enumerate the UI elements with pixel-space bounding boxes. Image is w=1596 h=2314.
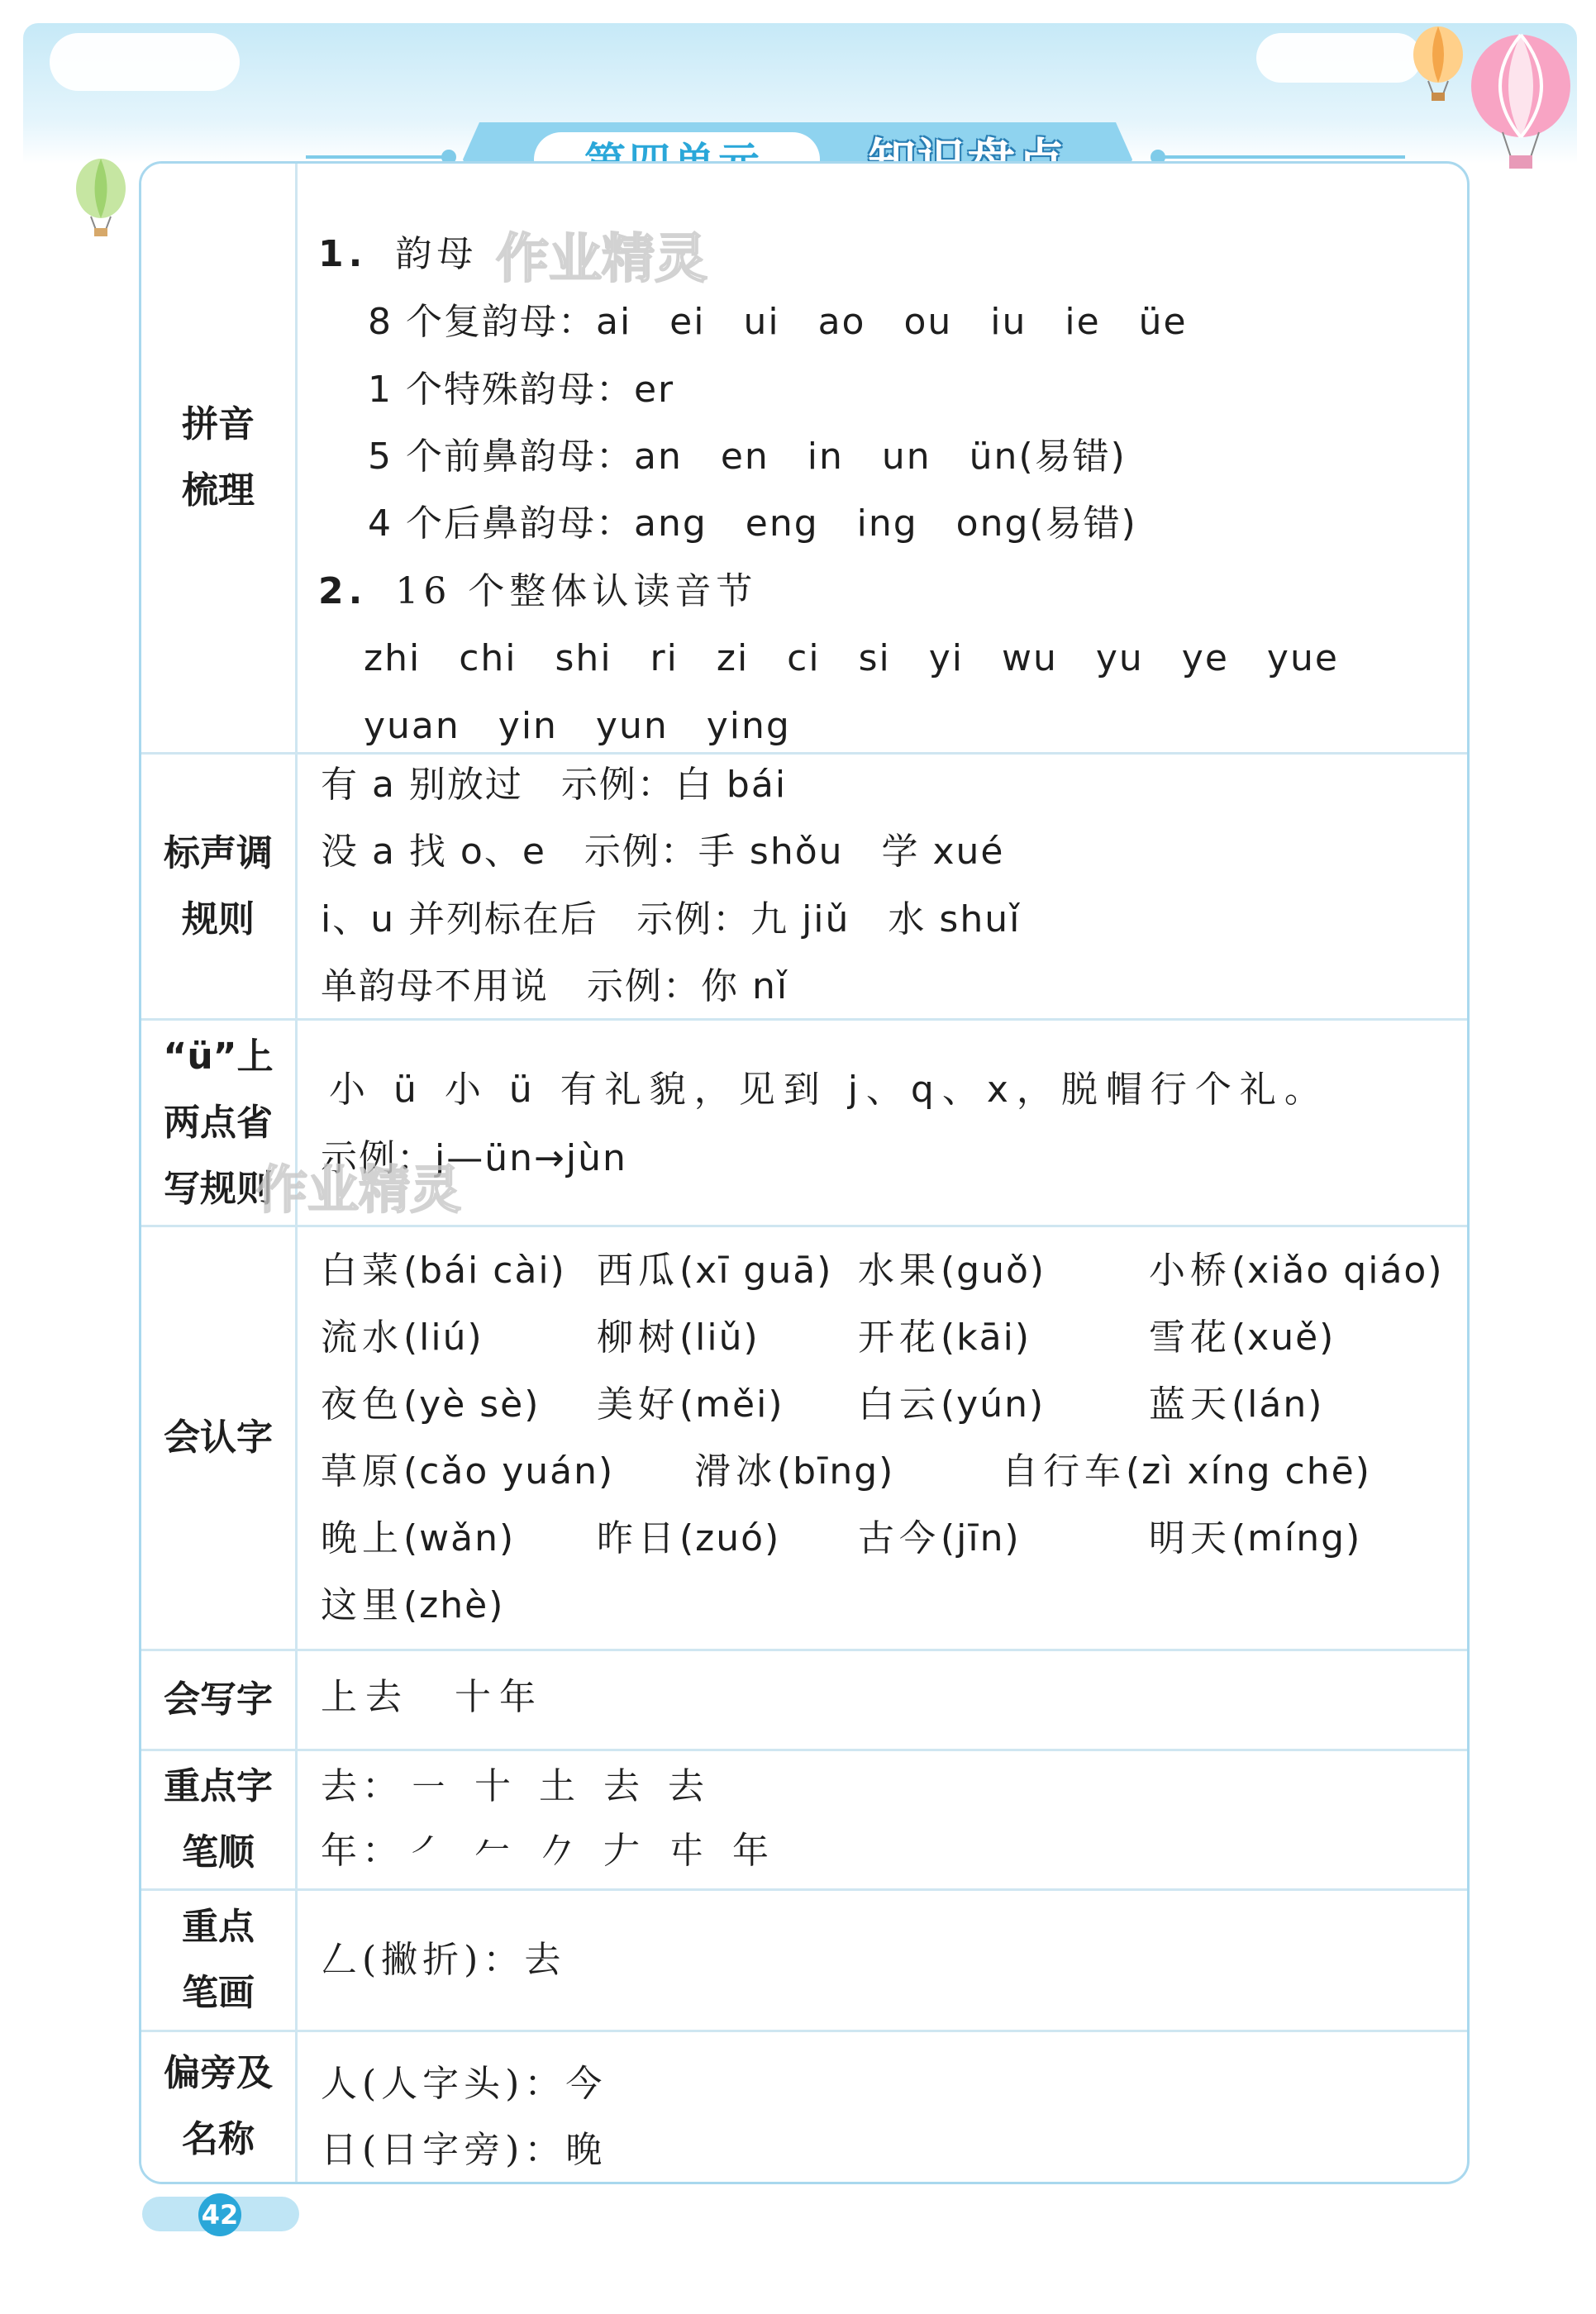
word-hanzi: 白菜 <box>321 1250 403 1292</box>
word-hanzi: 这里 <box>321 1584 403 1626</box>
syllables-line-2: yuan yin yun ying <box>364 705 791 747</box>
row-label-key-stroke <box>141 1891 295 2030</box>
stroke-step: 年 <box>732 1830 774 1872</box>
row-label-line: 拼音 <box>182 403 255 445</box>
word-pinyin: (jīn) <box>941 1517 1021 1559</box>
row-label-line: 笔画 <box>182 1972 255 2014</box>
word-hanzi: 小桥 <box>1149 1250 1232 1292</box>
header-line-left <box>306 155 455 159</box>
radical-line: 日(日字旁)：晚 <box>321 2129 607 2171</box>
pinyin-item2-heading <box>318 570 758 612</box>
word-item <box>597 1250 833 1292</box>
item-title: 韵母 <box>395 233 479 275</box>
item-number: 2. <box>318 570 368 612</box>
stroke-order-qu <box>321 1765 732 1807</box>
row-label-write <box>141 1651 295 1749</box>
word-item <box>1149 1250 1444 1292</box>
word-pinyin: (zuó) <box>679 1517 781 1559</box>
word-hanzi: 白云 <box>858 1383 941 1426</box>
word-item <box>1149 1317 1336 1359</box>
word-hanzi: 明天 <box>1149 1517 1232 1559</box>
stroke-char: 年： <box>321 1830 403 1872</box>
word-item <box>321 1250 566 1292</box>
tone-rule: 没 a 找 o、e 示例：手 shǒu 学 xué <box>321 831 1005 873</box>
header-line-right <box>1157 155 1405 159</box>
word-pinyin: (xī guā) <box>679 1250 833 1292</box>
row-label-tone <box>141 755 295 1018</box>
stroke-char: 去： <box>321 1765 403 1807</box>
word-pinyin: (liǔ) <box>679 1317 760 1359</box>
row-label-line: 重点 <box>182 1906 255 1948</box>
word-hanzi: 水果 <box>858 1250 941 1292</box>
row-divider <box>141 1225 1467 1227</box>
row-label-line: 偏旁及 <box>164 2052 273 2094</box>
word-pinyin: (zì xíng chē) <box>1126 1450 1371 1493</box>
balloon-icon <box>68 157 134 240</box>
row-label-recognize <box>141 1227 295 1649</box>
word-pinyin: (lán) <box>1232 1383 1324 1426</box>
word-pinyin: (guǒ) <box>941 1250 1046 1292</box>
word-item <box>858 1517 1021 1559</box>
word-hanzi: 柳树 <box>597 1317 679 1359</box>
stroke-step: 去 <box>668 1765 709 1807</box>
word-pinyin: (yún) <box>941 1383 1046 1426</box>
word-item <box>1149 1517 1362 1559</box>
row-divider <box>141 1649 1467 1651</box>
tone-rule: i、u 并列标在后 示例：九 jiǔ 水 shuǐ <box>321 898 1022 940</box>
word-hanzi: 草原 <box>321 1450 403 1493</box>
word-hanzi: 流水 <box>321 1317 403 1359</box>
word-item <box>858 1250 1046 1292</box>
word-hanzi: 自行车 <box>1002 1450 1126 1493</box>
stroke-step: ㇒ <box>410 1830 451 1872</box>
row-divider <box>141 1749 1467 1751</box>
word-item <box>1149 1383 1324 1426</box>
word-item <box>321 1317 484 1359</box>
word-item <box>858 1383 1046 1426</box>
word-pinyin: (kāi) <box>941 1317 1031 1359</box>
word-pinyin: (xiǎo qiáo) <box>1232 1250 1444 1292</box>
houbi-line: 4 个后鼻韵母：ang eng ing ong(易错) <box>368 502 1137 545</box>
word-item <box>1002 1450 1371 1493</box>
radical-line: 人(人字头)：今 <box>321 2063 607 2105</box>
balloon-icon <box>1405 25 1471 107</box>
fuyun-line: 8 个复韵母：ai ei ui ao ou iu ie üe <box>368 301 1188 343</box>
stroke-order-nian <box>321 1830 797 1872</box>
row-label-radical <box>141 2032 295 2181</box>
row-label-line: 两点省 <box>164 1101 273 1144</box>
row-label-line: 笔顺 <box>182 1831 255 1874</box>
write-chars: 上去 十年 <box>321 1676 544 1718</box>
word-item <box>321 1383 541 1426</box>
row-label-line: 会写字 <box>164 1678 273 1721</box>
word-hanzi: 西瓜 <box>597 1250 679 1292</box>
stroke-step: 㐄 <box>668 1830 709 1872</box>
word-pinyin: (cǎo yuán) <box>403 1450 615 1493</box>
row-label-stroke-order <box>141 1751 295 1888</box>
umlaut-example: 示例：j—ün→jùn <box>321 1137 627 1179</box>
word-hanzi: 晚上 <box>321 1517 403 1559</box>
stroke-step: 𠂊 <box>539 1830 580 1872</box>
balloon-icon <box>1463 33 1579 174</box>
word-item <box>597 1517 781 1559</box>
umlaut-rhyme: 小 ü 小 ü 有礼貌，见到 j、q、x，脱帽行个礼。 <box>329 1069 1329 1111</box>
stroke-step: 土 <box>539 1765 580 1807</box>
word-pinyin: (bái cài) <box>403 1250 566 1292</box>
row-label-line: 梳理 <box>182 469 255 512</box>
row-divider <box>141 2030 1467 2032</box>
page-number: 42 <box>198 2193 241 2236</box>
row-label-line: 标声调 <box>164 831 273 874</box>
word-hanzi: 昨日 <box>597 1517 679 1559</box>
item-title: 16 个整体认读音节 <box>395 570 758 612</box>
syllables-line-1: zhi chi shi ri zi ci si yi wu yu ye yue <box>364 637 1339 679</box>
key-stroke-text: 𠃋(撇折)：去 <box>321 1939 566 1981</box>
word-hanzi: 夜色 <box>321 1383 403 1426</box>
teshu-line: 1 个特殊韵母：er <box>368 369 675 411</box>
tone-rule: 有 a 别放过 示例：白 bái <box>321 764 788 806</box>
word-hanzi: 美好 <box>597 1383 679 1426</box>
word-item <box>858 1317 1031 1359</box>
row-label-line: 会认字 <box>164 1416 273 1459</box>
word-pinyin: (wǎn) <box>403 1517 516 1559</box>
word-item <box>597 1317 760 1359</box>
word-item <box>321 1450 615 1493</box>
watermark-text: 作业精灵 <box>496 229 707 290</box>
pinyin-item1-heading <box>318 233 479 275</box>
row-divider <box>141 1018 1467 1021</box>
row-label-line: “ü”上 <box>163 1035 274 1078</box>
item-number: 1. <box>318 233 368 275</box>
row-divider <box>141 752 1467 755</box>
cloud-decoration <box>1256 33 1422 83</box>
word-pinyin: (liú) <box>403 1317 484 1359</box>
tone-rule: 单韵母不用说 示例：你 nǐ <box>321 965 789 1007</box>
watermark-text: 作业精灵 <box>256 1159 462 1220</box>
word-pinyin: (yè sè) <box>403 1383 541 1426</box>
word-item <box>321 1517 516 1559</box>
row-divider <box>141 1888 1467 1891</box>
word-item <box>694 1450 895 1493</box>
stroke-step: 𠂇 <box>603 1830 645 1872</box>
qianbi-line: 5 个前鼻韵母：an en in un ün(易错) <box>368 436 1127 478</box>
stroke-step: 去 <box>603 1765 645 1807</box>
row-label-line: 规则 <box>182 898 255 940</box>
word-pinyin: (bīng) <box>777 1450 895 1493</box>
word-pinyin: (míng) <box>1232 1517 1362 1559</box>
word-pinyin: (zhè) <box>403 1584 505 1626</box>
word-item <box>321 1584 505 1626</box>
stroke-step: 十 <box>474 1765 516 1807</box>
word-hanzi: 雪花 <box>1149 1317 1232 1359</box>
stroke-step: ㇐ <box>410 1765 451 1807</box>
cloud-decoration <box>50 33 240 91</box>
word-hanzi: 古今 <box>858 1517 941 1559</box>
row-label-line: 名称 <box>182 2118 255 2160</box>
word-pinyin: (měi) <box>679 1383 784 1426</box>
word-item <box>597 1383 784 1426</box>
stroke-step: 𠂉 <box>474 1830 516 1872</box>
word-pinyin: (xuě) <box>1232 1317 1336 1359</box>
word-hanzi: 开花 <box>858 1317 941 1359</box>
row-label-line: 写规则 <box>164 1167 273 1210</box>
word-hanzi: 蓝天 <box>1149 1383 1232 1426</box>
row-label-pinyin <box>141 164 295 752</box>
word-hanzi: 滑冰 <box>694 1450 777 1493</box>
row-label-line: 重点字 <box>164 1765 273 1807</box>
